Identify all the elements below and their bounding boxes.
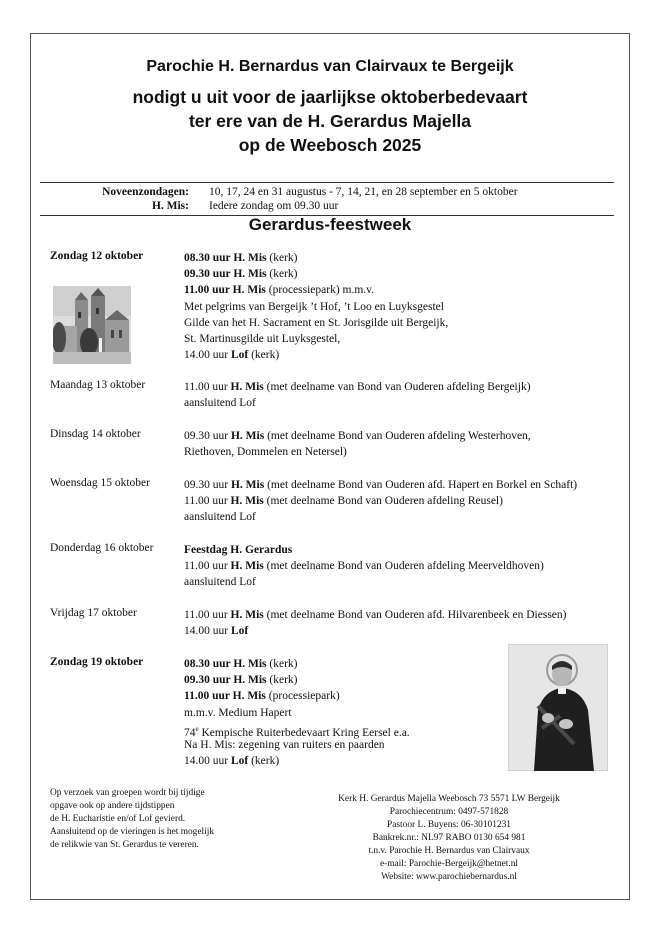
account-holder: t.n.v. Parochie H. Bernardus van Clairvaux (368, 846, 530, 856)
footer-note-line: Aansluitend op de vieringen is het mogelijk (50, 827, 215, 837)
footer-note-line: opgave ook op andere tijdstippen (50, 801, 175, 811)
church-address: Kerk H. Gerardus Majella Weebosch 73 5571 LW Bergeijk (338, 794, 560, 804)
mass-label: H. Mis: (151, 200, 189, 212)
flyer-sheet (30, 33, 630, 900)
schedule-line: 11.00 uur H. Mis (processiepark) (184, 690, 340, 703)
header-parish-line: Parochie H. Bernardus van Clairvaux te Bergeijk (146, 58, 514, 75)
day-name: Donderdag 16 oktober (50, 542, 154, 554)
novene-sundays-label: Noveenzondagen: (102, 186, 189, 198)
schedule-line: 11.00 uur H. Mis (processiepark) m.m.v. (184, 284, 375, 297)
day-name: Maandag 13 oktober (50, 379, 146, 391)
footer-note (50, 787, 260, 852)
schedule-line: 09.30 uur H. Mis (kerk) (184, 268, 298, 281)
schedule-line: 09.30 uur H. Mis (met deelname Bond van Ouderen afd. Hapert en Borkel en Schaft) (184, 479, 578, 491)
schedule-line: 74e Kempische Ruiterbedevaart Kring Eersel e.a. (184, 724, 410, 739)
schedule-line: aansluitend Lof (184, 397, 256, 410)
email-link[interactable]: e-mail: Parochie-Bergeijk@hetnet.nl (379, 859, 519, 869)
schedule-line: 08.30 uur H. Mis (kerk) (184, 252, 298, 264)
schedule-line: Met pelgrims van Bergeijk ’t Hof, ’t Loo en Luyksgestel (184, 300, 444, 313)
schedule-line: m.m.v. Medium Hapert (184, 706, 292, 719)
schedule-line: aansluitend Lof (184, 576, 256, 589)
day-name: Woensdag 15 oktober (50, 477, 150, 489)
schedule-line: 14.00 uur Lof (kerk) (184, 755, 280, 768)
schedule-line: Feestdag H. Gerardus (184, 544, 293, 556)
schedule-line: 11.00 uur H. Mis (met deelname Bond van Ouderen afdeling Reusel) (184, 495, 503, 508)
schedule-line: Na H. Mis: zegening van ruiters en paarden (184, 738, 385, 751)
header-invite-line: nodigt u uit voor de jaarlijkse oktoberbedevaart (132, 87, 528, 107)
church-photo (53, 286, 131, 364)
pastor-phone: Pastoor L. Buyens: 06-30101231 (387, 820, 511, 830)
novene-sundays-value: 10, 17, 24 en 31 augustus - 7, 14, 21, en 28 september en 5 oktober (209, 186, 518, 198)
footer-note-line: Op verzoek van groepen wordt bij tijdige (50, 788, 205, 798)
schedule-line: 11.00 uur H. Mis (met deelname Bond van Ouderen afd. Hilvarenbeek en Diessen) (184, 609, 567, 621)
contact-info (289, 793, 609, 884)
footer-note-line: de relikwie van St. Gerardus te vereren. (50, 840, 199, 850)
day-name: Zondag 12 oktober (50, 250, 144, 262)
schedule-line: 11.00 uur H. Mis (met deelname van Bond van Ouderen afdeling Bergeijk) (184, 381, 531, 393)
schedule-line: Riethoven, Dommelen en Netersel) (184, 446, 347, 459)
day-name: Vrijdag 17 oktober (50, 607, 137, 619)
schedule-line: St. Martinusgilde uit Luyksgestel, (184, 332, 341, 345)
section-title: Gerardus-feestweek (248, 215, 412, 234)
schedule-line: 09.30 uur H. Mis (kerk) (184, 674, 298, 687)
footer-note-line: de H. Eucharistie en/of Lof gevierd. (50, 814, 186, 824)
schedule-line: aansluitend Lof (184, 511, 256, 524)
header-place-year-line: op de Weebosch 2025 (238, 135, 422, 155)
schedule-line: 14.00 uur Lof (kerk) (184, 349, 280, 362)
schedule-line: 14.00 uur Lof (184, 625, 249, 638)
mass-value: Iedere zondag om 09.30 uur (209, 200, 339, 212)
parish-center-phone: Parochiecentrum: 0497-571828 (389, 807, 509, 817)
novene-block (61, 185, 621, 213)
day-name: Dinsdag 14 oktober (50, 428, 141, 440)
schedule-line: 11.00 uur H. Mis (met deelname Bond van Ouderen afdeling Meerveldhoven) (184, 560, 544, 573)
website-link[interactable]: Website: www.parochiebernardus.nl (381, 872, 517, 882)
bank-account: Bankrek.nr.: NL97 RABO 0130 654 981 (372, 833, 526, 843)
flyer-header (31, 56, 629, 157)
day-name: Zondag 19 oktober (50, 656, 144, 668)
schedule-line: 09.30 uur H. Mis (met deelname Bond van Ouderen afdeling Westerhoven, (184, 430, 531, 442)
header-honor-line: ter ere van de H. Gerardus Majella (188, 111, 472, 131)
schedule-line: Gilde van het H. Sacrament en St. Jorisgilde uit Bergeijk, (184, 316, 449, 329)
schedule-line: 08.30 uur H. Mis (kerk) (184, 658, 298, 670)
saint-gerardus-image (508, 644, 608, 771)
divider-top (40, 182, 614, 183)
